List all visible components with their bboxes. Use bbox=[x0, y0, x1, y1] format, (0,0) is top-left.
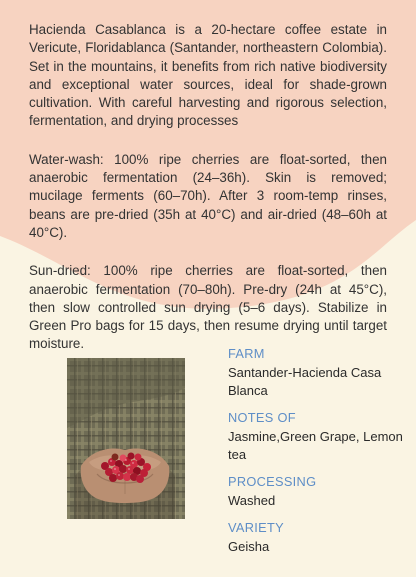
processing-value: Washed bbox=[228, 493, 276, 508]
sun-dried-process-paragraph: Sun-dried: 100% ripe cherries are float-sorted, then anaerobic fermentation (70–80h). Pre-dry (24h at 45°C), then slow controlled sun drying (5–6 days). Stabilize in Green Pro bags for 15 days, then resume drying until target moisture. bbox=[29, 263, 387, 352]
farm-label: FARM bbox=[228, 346, 265, 361]
processing-label: PROCESSING bbox=[228, 474, 317, 489]
processing-detail bbox=[228, 473, 403, 510]
notes-detail bbox=[228, 409, 403, 464]
farm-value: Santander-Hacienda Casa Blanca bbox=[228, 365, 382, 398]
coffee-cherries-photo bbox=[67, 358, 185, 519]
intro-paragraph: Hacienda Casablanca is a 20-hectare coffee estate in Vericute, Floridablanca (Santander, northeastern Colombia). Set in the mountains, it benefits from rich native biodiversity and exceptional water sources, ideal for shade-grown cultivation. With careful harvesting and rigorous selection, fermentation, and drying processes bbox=[29, 22, 387, 129]
variety-value: Geisha bbox=[228, 539, 270, 554]
hands-holding-coffee-cherries-image bbox=[67, 358, 185, 519]
washed-process-paragraph: Water-wash: 100% ripe cherries are float-sorted, then anaerobic fermentation (24–36h). Skin is removed; mucilage ferments (60–70h). After 3 room-temp rinses, beans are pre-dried (35h at 40°C) and air-dried (48–60h at 40°C). bbox=[29, 151, 387, 240]
variety-label: VARIETY bbox=[228, 520, 284, 535]
notes-label: NOTES OF bbox=[228, 410, 296, 425]
notes-value: Jasmine,Green Grape, Lemon tea bbox=[228, 429, 403, 462]
description-section bbox=[29, 21, 387, 374]
farm-detail bbox=[228, 345, 403, 400]
variety-detail bbox=[228, 519, 403, 556]
coffee-details bbox=[228, 345, 403, 565]
